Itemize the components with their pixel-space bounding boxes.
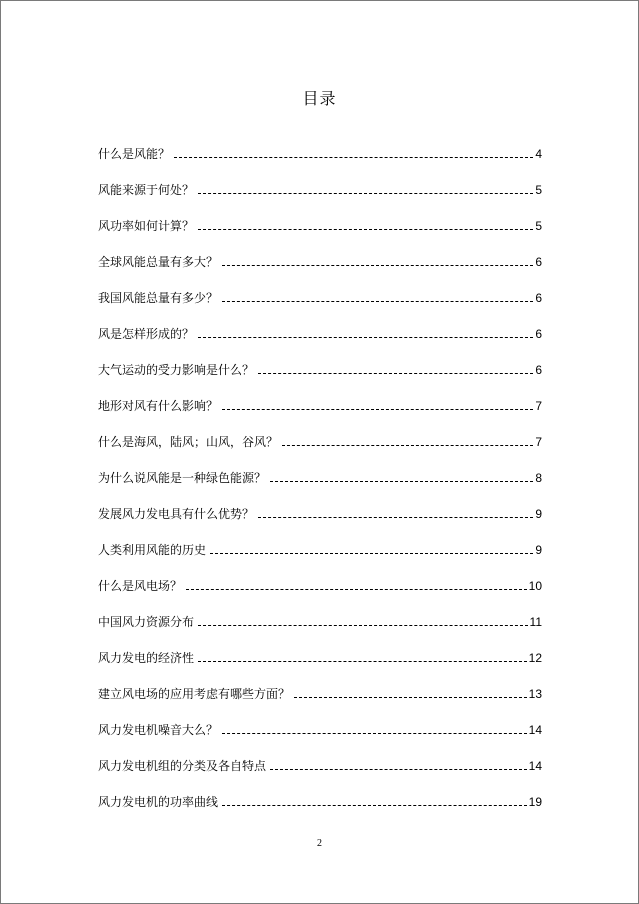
page-number: 2 [317, 838, 322, 849]
toc-entry-text: 人类利用风能的历史 [98, 543, 207, 557]
toc-entry-text: 我国风能总量有多少？ [98, 291, 219, 305]
toc-leader [174, 157, 533, 158]
toc-entry-page: 14 [528, 759, 542, 773]
toc-leader [294, 697, 527, 698]
toc-entry[interactable] [98, 606, 542, 642]
toc-entry[interactable] [98, 282, 542, 318]
toc-entry-page: 7 [535, 399, 542, 413]
toc-entry[interactable] [98, 426, 542, 462]
toc-entry[interactable] [98, 138, 542, 174]
toc-leader [282, 445, 533, 446]
toc-entry[interactable] [98, 534, 542, 570]
toc-leader [198, 661, 527, 662]
toc-entry-page: 7 [535, 435, 542, 449]
toc-entry-text: 什么是风电场？ [98, 579, 183, 593]
toc-entry-text: 风是怎样形成的？ [98, 327, 195, 341]
toc-entry-text: 发展风力发电具有什么优势？ [98, 507, 255, 521]
toc-entry-page: 6 [535, 327, 542, 341]
toc-entry-page: 14 [528, 723, 542, 737]
toc-entry-text: 为什么说风能是一种绿色能源？ [98, 471, 267, 485]
toc-leader [210, 553, 533, 554]
toc-entry[interactable] [98, 462, 542, 498]
toc-leader [198, 229, 533, 230]
toc-title: 目录 [302, 89, 337, 108]
toc-leader [186, 589, 527, 590]
toc-entry-text: 建立风电场的应用考虑有哪些方面？ [98, 687, 291, 701]
toc-entry[interactable] [98, 498, 542, 534]
toc-entry-text: 风功率如何计算？ [98, 219, 195, 233]
toc-entry-page: 6 [535, 363, 542, 377]
toc-entry-page: 5 [535, 183, 542, 197]
toc-entry[interactable] [98, 642, 542, 678]
toc-entry[interactable] [98, 570, 542, 606]
toc-list [98, 138, 542, 822]
toc-entry-text: 风能来源于何处？ [98, 183, 195, 197]
toc-leader [270, 481, 533, 482]
toc-entry-text: 风力发电的经济性 [98, 651, 195, 665]
toc-entry-text: 什么是海风，陆风；山风，谷风？ [98, 435, 279, 449]
toc-entry-text: 风力发电机组的分类及各自特点 [98, 759, 267, 773]
toc-leader [198, 625, 528, 626]
toc-leader [198, 193, 533, 194]
toc-leader [222, 301, 533, 302]
toc-leader [222, 805, 527, 806]
toc-entry[interactable] [98, 678, 542, 714]
toc-entry-page: 9 [535, 543, 542, 557]
toc-entry-page: 9 [535, 507, 542, 521]
toc-entry[interactable] [98, 786, 542, 822]
toc-leader [198, 337, 533, 338]
toc-entry[interactable] [98, 174, 542, 210]
toc-entry-page: 19 [528, 795, 542, 809]
toc-entry[interactable] [98, 246, 542, 282]
toc-leader [258, 517, 533, 518]
toc-entry-text: 什么是风能？ [98, 147, 171, 161]
toc-leader [222, 409, 533, 410]
toc-entry-page: 4 [535, 147, 542, 161]
toc-entry[interactable] [98, 390, 542, 426]
toc-entry-page: 6 [535, 255, 542, 269]
toc-entry[interactable] [98, 354, 542, 390]
toc-entry-page: 8 [535, 471, 542, 485]
toc-entry-text: 中国风力资源分布 [98, 615, 195, 629]
toc-leader [270, 769, 527, 770]
toc-entry-page: 5 [535, 219, 542, 233]
toc-leader [258, 373, 533, 374]
toc-entry-page: 11 [529, 615, 542, 629]
toc-leader [222, 265, 533, 266]
toc-entry[interactable] [98, 714, 542, 750]
toc-entry-text: 大气运动的受力影响是什么？ [98, 363, 255, 377]
toc-entry[interactable] [98, 210, 542, 246]
toc-entry-page: 6 [535, 291, 542, 305]
toc-entry-text: 风力发电机噪音大么？ [98, 723, 219, 737]
toc-entry-text: 全球风能总量有多大？ [98, 255, 219, 269]
toc-entry-page: 10 [528, 579, 542, 593]
toc-entry-page: 12 [528, 651, 542, 665]
toc-entry-page: 13 [528, 687, 542, 701]
toc-entry-text: 风力发电机的功率曲线 [98, 795, 219, 809]
toc-entry[interactable] [98, 318, 542, 354]
toc-entry-text: 地形对风有什么影响？ [98, 399, 219, 413]
toc-entry[interactable] [98, 750, 542, 786]
toc-leader [222, 733, 527, 734]
